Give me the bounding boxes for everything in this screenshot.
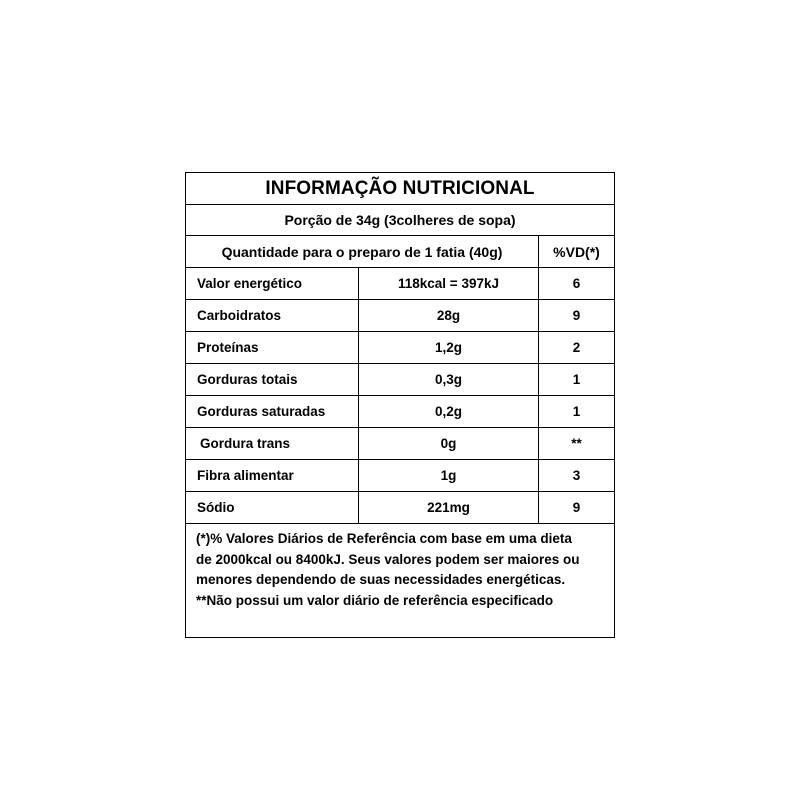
footnote-line: menores dependendo de suas necessidades energéticas. bbox=[196, 572, 566, 587]
nutrient-amount: 1,2g bbox=[359, 332, 539, 363]
nutrient-daily-value: 3 bbox=[572, 468, 581, 483]
footnote bbox=[186, 524, 614, 637]
nutrition-facts-table bbox=[185, 172, 615, 638]
table-row bbox=[186, 428, 614, 460]
nutrient-amount: 28g bbox=[359, 300, 539, 331]
table-title: INFORMAÇÃO NUTRICIONAL bbox=[186, 173, 614, 205]
nutrient-amount: 221mg bbox=[359, 492, 539, 523]
nutrient-amount: 0,2g bbox=[359, 396, 539, 427]
table-row bbox=[186, 492, 614, 524]
nutrient-amount: 0g bbox=[359, 428, 539, 459]
nutrient-name: Fibra alimentar bbox=[186, 460, 359, 491]
quantity-header: Quantidade para o preparo de 1 fatia (40g) bbox=[186, 236, 539, 267]
nutrient-daily-value: 9 bbox=[572, 500, 581, 515]
nutrient-name: Gorduras totais bbox=[186, 364, 359, 395]
nutrient-daily-value: 9 bbox=[572, 308, 581, 323]
nutrient-daily-value: 6 bbox=[572, 276, 581, 291]
nutrient-daily-value: 1 bbox=[572, 404, 581, 419]
footnote-line: de 2000kcal ou 8400kJ. Seus valores podem ser maiores ou bbox=[196, 551, 580, 567]
nutrient-name: Proteínas bbox=[186, 332, 359, 363]
table-row bbox=[186, 364, 614, 396]
footnote-line: (*)% Valores Diários de Referência com base em uma dieta bbox=[196, 531, 572, 546]
nutrient-amount: 118kcal = 397kJ bbox=[359, 268, 539, 299]
nutrient-name: Gorduras saturadas bbox=[186, 396, 359, 427]
nutrient-amount: 1g bbox=[359, 460, 539, 491]
nutrient-name: Gordura trans bbox=[186, 428, 359, 459]
table-row bbox=[186, 268, 614, 300]
table-row bbox=[186, 460, 614, 492]
nutrient-name: Valor energético bbox=[186, 268, 359, 299]
nutrient-daily-value: 1 bbox=[572, 372, 581, 387]
table-row bbox=[186, 396, 614, 428]
nutrient-name: Carboidratos bbox=[186, 300, 359, 331]
nutrient-name: Sódio bbox=[186, 492, 359, 523]
table-row bbox=[186, 300, 614, 332]
nutrient-daily-value: 2 bbox=[572, 340, 581, 355]
table-row bbox=[186, 332, 614, 364]
nutrient-daily-value: ** bbox=[571, 436, 582, 451]
portion-size: Porção de 34g (3colheres de sopa) bbox=[186, 205, 614, 236]
daily-value-header: %VD(*) bbox=[553, 243, 600, 260]
table-header-row bbox=[186, 236, 614, 268]
footnote-line: **Não possui um valor diário de referência especificado bbox=[196, 592, 554, 608]
nutrient-amount: 0,3g bbox=[359, 364, 539, 395]
